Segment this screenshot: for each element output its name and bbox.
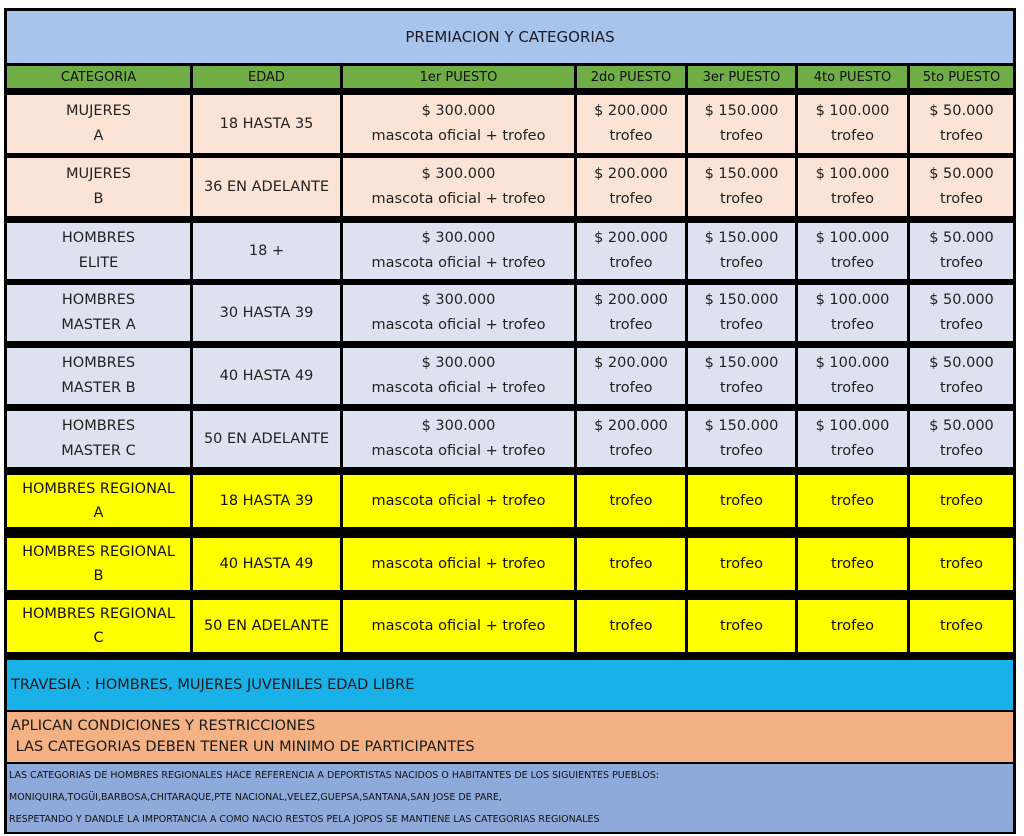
cell-text: trofeo <box>830 128 875 144</box>
cell-2do-puesto <box>577 158 685 216</box>
cell-1er-puesto <box>343 538 574 590</box>
cell-text: C <box>93 630 104 646</box>
cell-edad <box>193 158 340 216</box>
cell-2do-puesto <box>577 475 685 527</box>
cell-4to-puesto <box>798 538 907 590</box>
cell-text: $ 200.000 <box>594 355 668 371</box>
cell-text: trofeo <box>939 492 984 509</box>
cell-5to-puesto <box>910 158 1013 216</box>
header-5to-puesto: 5to PUESTO <box>910 66 1013 88</box>
regional-notes <box>7 764 1013 832</box>
cell-3er-puesto <box>688 158 795 216</box>
cell-text: trofeo <box>719 443 764 459</box>
cell-text: 50 EN ADELANTE <box>203 617 330 634</box>
cell-text: trofeo <box>609 317 653 333</box>
header-categoria: CATEGORIA <box>7 66 190 88</box>
cell-text: trofeo <box>939 191 984 207</box>
cell-text: trofeo <box>830 443 875 459</box>
cell-2do-puesto <box>577 348 685 404</box>
cell-4to-puesto <box>798 95 907 153</box>
cell-text: trofeo <box>719 317 764 333</box>
cell-4to-puesto <box>798 411 907 467</box>
cell-text: $ 300.000 <box>421 230 496 246</box>
cell-text: trofeo <box>609 191 653 207</box>
cell-text: trofeo <box>939 255 984 271</box>
cell-text: $ 50.000 <box>929 418 994 434</box>
cell-text: 40 HASTA 49 <box>219 367 314 384</box>
cell-1er-puesto <box>343 348 574 404</box>
table-row <box>4 223 1016 279</box>
cell-text: trofeo <box>609 617 653 634</box>
table-row <box>4 600 1016 652</box>
cell-categoria <box>7 538 190 590</box>
cell-categoria <box>7 348 190 404</box>
cell-text: trofeo <box>939 128 984 144</box>
cell-text: trofeo <box>830 617 875 634</box>
cell-text: trofeo <box>719 617 764 634</box>
cell-text: 40 HASTA 49 <box>219 555 314 572</box>
cell-5to-puesto <box>910 285 1013 341</box>
cell-text: $ 200.000 <box>594 418 668 434</box>
header-3er-puesto: 3er PUESTO <box>688 66 795 88</box>
header-1er-puesto: 1er PUESTO <box>343 66 574 88</box>
cell-edad <box>193 475 340 527</box>
notes-line-2: MONIQUIRA,TOGÜI,BARBOSA,CHITARAQUE,PTE NACIONAL,VELEZ,GUEPSA,SANTANA,SAN JOSE DE PARE, <box>9 792 502 803</box>
cell-text: HOMBRES REGIONAL <box>22 544 175 560</box>
cell-text: $ 50.000 <box>929 230 994 246</box>
cell-edad <box>193 348 340 404</box>
cell-text: mascota oficial + trofeo <box>371 191 546 207</box>
cell-2do-puesto <box>577 223 685 279</box>
cell-text: trofeo <box>609 255 653 271</box>
cell-3er-puesto <box>688 538 795 590</box>
cell-text: mascota oficial + trofeo <box>371 443 546 459</box>
cell-text: mascota oficial + trofeo <box>371 380 546 396</box>
cell-3er-puesto <box>688 475 795 527</box>
cell-text: $ 100.000 <box>815 418 890 434</box>
cell-text: trofeo <box>719 128 764 144</box>
header-4to-puesto: 4to PUESTO <box>798 66 907 88</box>
cell-text: trofeo <box>939 443 984 459</box>
cell-text: $ 300.000 <box>421 166 496 182</box>
table-row <box>4 475 1016 527</box>
cell-5to-puesto <box>910 411 1013 467</box>
cell-4to-puesto <box>798 475 907 527</box>
cell-1er-puesto <box>343 158 574 216</box>
cell-text: trofeo <box>609 380 653 396</box>
cell-3er-puesto <box>688 223 795 279</box>
cell-text: trofeo <box>830 191 875 207</box>
conditions-line-2: LAS CATEGORIAS DEBEN TENER UN MINIMO DE PARTICIPANTES <box>11 739 475 755</box>
cell-edad <box>193 538 340 590</box>
cell-text: A <box>93 128 104 144</box>
cell-text: trofeo <box>830 492 875 509</box>
cell-1er-puesto <box>343 411 574 467</box>
cell-text: $ 150.000 <box>704 103 779 119</box>
cell-text: $ 100.000 <box>815 230 890 246</box>
cell-text: trofeo <box>609 555 653 572</box>
cell-edad <box>193 285 340 341</box>
cell-edad <box>193 411 340 467</box>
cell-text: $ 150.000 <box>704 230 779 246</box>
cell-text: trofeo <box>830 255 875 271</box>
cell-4to-puesto <box>798 223 907 279</box>
cell-text: $ 200.000 <box>594 103 668 119</box>
header-2do-puesto: 2do PUESTO <box>577 66 685 88</box>
table-row <box>4 538 1016 590</box>
cell-text: HOMBRES REGIONAL <box>22 606 175 622</box>
cell-text: $ 150.000 <box>704 355 779 371</box>
cell-2do-puesto <box>577 411 685 467</box>
cell-text: MASTER A <box>61 317 136 333</box>
cell-edad <box>193 600 340 652</box>
cell-text: HOMBRES <box>61 355 136 371</box>
cell-text: HOMBRES <box>61 230 136 246</box>
cell-text: A <box>93 505 104 521</box>
cell-text: trofeo <box>939 380 984 396</box>
cell-text: trofeo <box>609 128 653 144</box>
cell-text: mascota oficial + trofeo <box>371 492 546 509</box>
cell-categoria <box>7 95 190 153</box>
cell-5to-puesto <box>910 223 1013 279</box>
cell-text: trofeo <box>830 380 875 396</box>
header-edad: EDAD <box>193 66 340 88</box>
cell-text: $ 200.000 <box>594 166 668 182</box>
cell-text: $ 100.000 <box>815 292 890 308</box>
cell-text: 50 EN ADELANTE <box>203 430 330 447</box>
cell-3er-puesto <box>688 285 795 341</box>
cell-4to-puesto <box>798 600 907 652</box>
cell-categoria <box>7 158 190 216</box>
cell-text: $ 50.000 <box>929 355 994 371</box>
cell-text: trofeo <box>719 555 764 572</box>
cell-text: ELITE <box>78 255 119 271</box>
table-row <box>4 95 1016 153</box>
cell-text: $ 150.000 <box>704 166 779 182</box>
cell-text: MASTER B <box>61 380 136 396</box>
table-row <box>4 348 1016 404</box>
cell-categoria <box>7 223 190 279</box>
cell-2do-puesto <box>577 600 685 652</box>
cell-edad <box>193 223 340 279</box>
travesia-banner <box>7 660 1013 710</box>
cell-text: trofeo <box>939 317 984 333</box>
conditions-line-1: APLICAN CONDICIONES Y RESTRICCIONES <box>11 718 316 734</box>
cell-text: 36 EN ADELANTE <box>203 178 330 195</box>
cell-text: $ 50.000 <box>929 166 994 182</box>
table-row <box>4 411 1016 467</box>
cell-5to-puesto <box>910 95 1013 153</box>
cell-text: $ 150.000 <box>704 418 779 434</box>
cell-1er-puesto <box>343 223 574 279</box>
cell-5to-puesto <box>910 600 1013 652</box>
cell-text: $ 100.000 <box>815 103 890 119</box>
cell-text: mascota oficial + trofeo <box>371 317 546 333</box>
cell-text: $ 300.000 <box>421 418 496 434</box>
cell-text: trofeo <box>719 191 764 207</box>
cell-2do-puesto <box>577 95 685 153</box>
cell-3er-puesto <box>688 348 795 404</box>
cell-4to-puesto <box>798 285 907 341</box>
cell-text: B <box>93 568 104 584</box>
cell-text: $ 300.000 <box>421 355 496 371</box>
table-title: PREMIACION Y CATEGORIAS <box>7 11 1013 63</box>
notes-line-3: RESPETANDO Y DANDLE LA IMPORTANCIA A COMO NACIO RESTOS PELA JOPOS SE MANTIENE LAS CATEGORIAS REGIONALES <box>9 814 600 825</box>
cell-text: trofeo <box>719 492 764 509</box>
cell-categoria <box>7 411 190 467</box>
cell-text: 18 HASTA 35 <box>219 115 314 132</box>
cell-text: trofeo <box>939 617 984 634</box>
cell-2do-puesto <box>577 285 685 341</box>
cell-1er-puesto <box>343 285 574 341</box>
cell-5to-puesto <box>910 475 1013 527</box>
cell-3er-puesto <box>688 411 795 467</box>
cell-1er-puesto <box>343 600 574 652</box>
cell-text: $ 100.000 <box>815 355 890 371</box>
cell-text: mascota oficial + trofeo <box>371 617 546 634</box>
cell-3er-puesto <box>688 600 795 652</box>
travesia-text: TRAVESIA : HOMBRES, MUJERES JUVENILES EDAD LIBRE <box>11 677 415 693</box>
cell-text: trofeo <box>939 555 984 572</box>
cell-3er-puesto <box>688 95 795 153</box>
cell-4to-puesto <box>798 158 907 216</box>
cell-text: $ 150.000 <box>704 292 779 308</box>
cell-text: $ 100.000 <box>815 166 890 182</box>
cell-text: HOMBRES REGIONAL <box>22 481 175 497</box>
cell-text: mascota oficial + trofeo <box>371 555 546 572</box>
cell-categoria <box>7 285 190 341</box>
table-row <box>4 158 1016 216</box>
cell-text: $ 200.000 <box>594 292 668 308</box>
cell-text: 18 HASTA 39 <box>219 492 314 509</box>
cell-text: MUJERES <box>65 103 131 119</box>
cell-text: 30 HASTA 39 <box>219 304 314 321</box>
cell-text: MASTER C <box>61 443 136 459</box>
cell-5to-puesto <box>910 348 1013 404</box>
cell-text: trofeo <box>719 380 764 396</box>
cell-4to-puesto <box>798 348 907 404</box>
cell-2do-puesto <box>577 538 685 590</box>
cell-text: $ 50.000 <box>929 103 994 119</box>
cell-text: $ 300.000 <box>421 103 496 119</box>
cell-text: trofeo <box>830 317 875 333</box>
cell-text: HOMBRES <box>61 292 136 308</box>
conditions-banner <box>7 712 1013 762</box>
cell-text: $ 300.000 <box>421 292 496 308</box>
cell-text: MUJERES <box>65 166 131 182</box>
notes-line-1: LAS CATEGORIAS DE HOMBRES REGIONALES HACE REFERENCIA A DEPORTISTAS NACIDOS O HABITANTES DE LOS SIGUIENTES PUEBLOS: <box>9 770 659 781</box>
cell-categoria <box>7 475 190 527</box>
cell-5to-puesto <box>910 538 1013 590</box>
cell-text: B <box>93 191 104 207</box>
cell-edad <box>193 95 340 153</box>
cell-1er-puesto <box>343 95 574 153</box>
cell-text: mascota oficial + trofeo <box>371 128 546 144</box>
cell-text: trofeo <box>830 555 875 572</box>
cell-text: trofeo <box>609 492 653 509</box>
cell-text: trofeo <box>719 255 764 271</box>
cell-text: trofeo <box>609 443 653 459</box>
prize-table <box>4 8 1016 834</box>
cell-text: 18 + <box>248 242 285 259</box>
cell-text: $ 200.000 <box>594 230 668 246</box>
cell-text: mascota oficial + trofeo <box>371 255 546 271</box>
cell-text: $ 50.000 <box>929 292 994 308</box>
cell-text: HOMBRES <box>61 418 136 434</box>
table-row <box>4 285 1016 341</box>
cell-1er-puesto <box>343 475 574 527</box>
cell-categoria <box>7 600 190 652</box>
